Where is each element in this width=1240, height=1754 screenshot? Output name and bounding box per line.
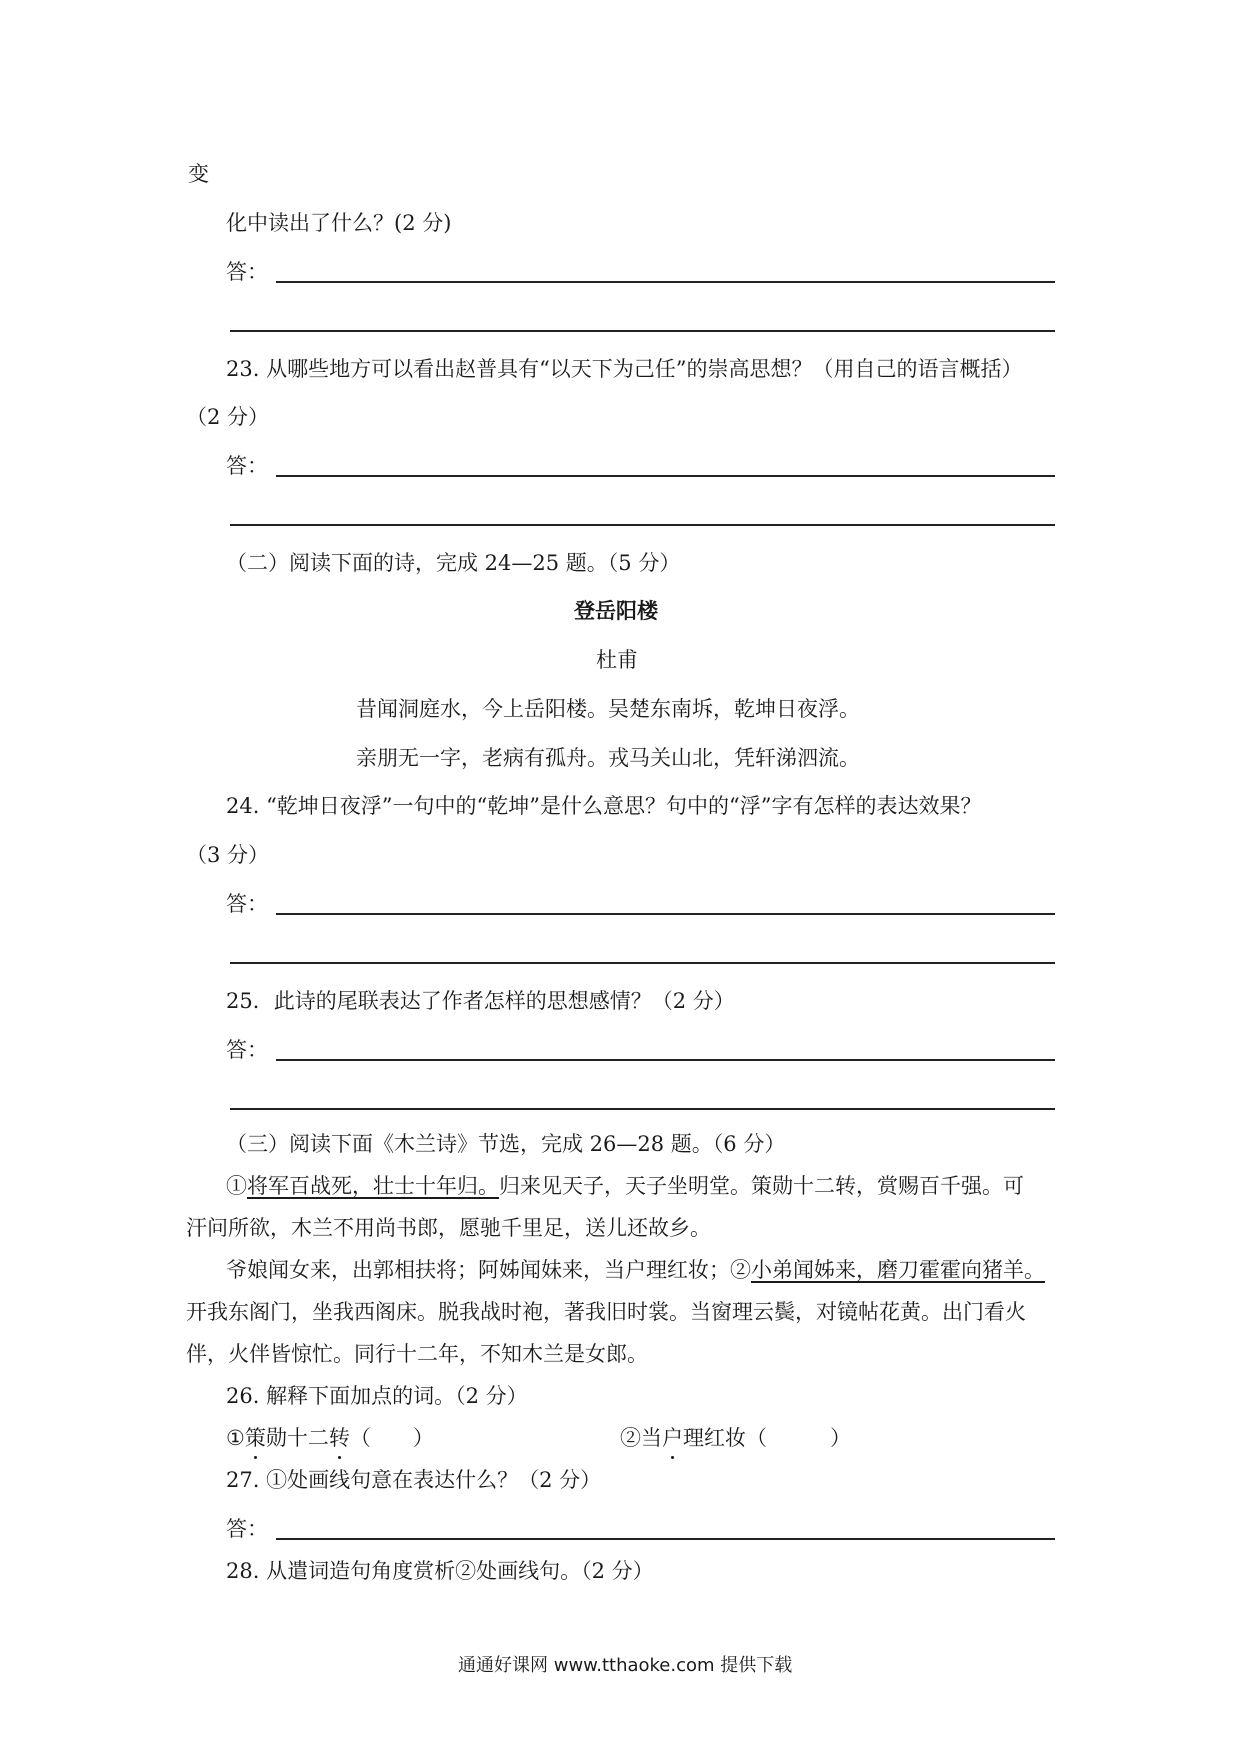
question-23: 23. 从哪些地方可以看出赵普具有“以天下为己任”的崇高思想？（用自己的语言概括）	[226, 357, 1023, 381]
answer-line[interactable]	[230, 524, 1055, 526]
question-25: 25．此诗的尾联表达了作者怎样的思想感情？（2 分）	[226, 989, 735, 1013]
item-text: ②当	[620, 1426, 662, 1450]
passage-paragraph-1-line-2: 汗问所欲，木兰不用尚书郎，愿驰千里足，送儿还故乡。	[186, 1216, 711, 1240]
poem-line-2: 亲朋无一字，老病有孤舟。戎马关山北，凭轩涕泗流。	[356, 746, 860, 770]
underlined-sentence-2: 小弟闻姊来，磨刀霍霍向猪羊。	[751, 1258, 1045, 1282]
answer-line[interactable]	[230, 962, 1055, 964]
passage-text: 爷娘闻女来，出郭相扶将；阿姊闻妹来，当户理红妆；②	[226, 1258, 751, 1282]
poem-author: 杜甫	[596, 648, 638, 672]
marker-1: ①	[226, 1174, 247, 1198]
poem-title: 登岳阳楼	[574, 599, 658, 623]
section-2-heading: （二）阅读下面的诗，完成 24—25 题。（5 分）	[226, 551, 681, 575]
poem-line-1: 昔闻洞庭水，今上岳阳楼。吴楚东南坼，乾坤日夜浮。	[356, 697, 860, 721]
question-24-points: （3 分）	[186, 843, 270, 867]
q22-continuation-char: 变	[188, 162, 209, 186]
answer-line[interactable]	[230, 330, 1055, 332]
underlined-sentence-1: 将军百战死，壮士十年归。	[247, 1174, 499, 1198]
marker-1: ①	[226, 1426, 245, 1450]
question-26-item-1	[226, 1424, 434, 1452]
question-24: 24. “乾坤日夜浮”一句中的“乾坤”是什么意思？句中的“浮”字有怎样的表达效果？	[226, 794, 982, 818]
answer-line[interactable]	[276, 281, 1055, 283]
dotted-char: 策	[244, 1426, 266, 1450]
section-3-heading: （三）阅读下面《木兰诗》节选，完成 26—28 题。（6 分）	[226, 1132, 786, 1156]
dotted-char: 户	[662, 1426, 683, 1450]
answer-line[interactable]	[276, 1059, 1055, 1061]
answer-blank[interactable]: （ ）	[349, 1426, 434, 1450]
passage-text: 归来见天子，天子坐明堂。策勋十二转，赏赐百千强。可	[499, 1174, 1024, 1198]
answer-label: 答：	[226, 454, 268, 478]
dotted-char: 转	[328, 1426, 350, 1450]
answer-line[interactable]	[230, 1108, 1055, 1110]
answer-line[interactable]	[276, 913, 1055, 915]
passage-paragraph-2-line-2: 开我东阁门，坐我西阁床。脱我战时袍，著我旧时裳。当窗理云鬓，对镜帖花黄。出门看火	[186, 1300, 1026, 1324]
question-26-item-2	[620, 1424, 851, 1452]
answer-line[interactable]	[276, 1538, 1055, 1540]
answer-label: 答：	[226, 260, 268, 284]
question-27: 27. ①处画线句意在表达什么？（2 分）	[226, 1468, 602, 1492]
answer-label: 答：	[226, 1038, 268, 1062]
page-footer: 通通好课网 www.tthaoke.com 提供下载	[458, 1655, 793, 1676]
passage-paragraph-1	[226, 1172, 1024, 1200]
answer-label: 答：	[226, 1517, 268, 1541]
answer-line[interactable]	[276, 475, 1055, 477]
passage-paragraph-2	[226, 1256, 1045, 1284]
answer-label: 答：	[226, 892, 268, 916]
item-text: 勋十二	[265, 1426, 329, 1450]
answer-blank[interactable]: 理红妆（ ）	[683, 1426, 851, 1450]
question-23-points: （2 分）	[186, 405, 270, 429]
question-28: 28. 从遣词造句角度赏析②处画线句。（2 分）	[226, 1559, 654, 1583]
question-26: 26. 解释下面加点的词。（2 分）	[226, 1384, 528, 1408]
passage-paragraph-2-line-3: 伴，火伴皆惊忙。同行十二年，不知木兰是女郎。	[186, 1342, 648, 1366]
q22-continuation-text: 化中读出了什么？(2 分)	[226, 211, 452, 235]
